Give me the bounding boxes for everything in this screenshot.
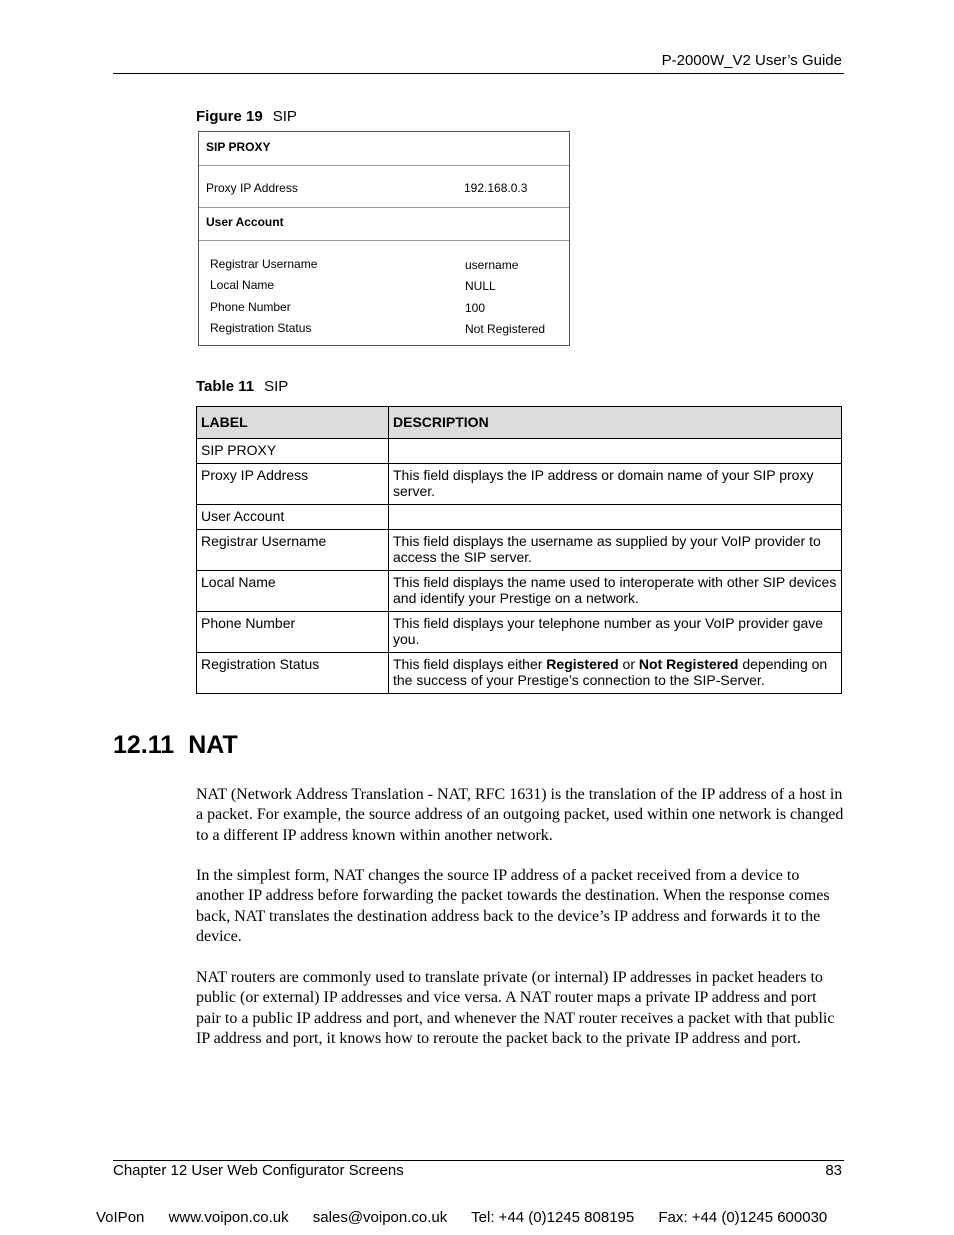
row-label: SIP PROXY [197,439,389,464]
sip-screenshot-panel [198,131,570,346]
header-title: P-2000W_V2 User’s Guide [661,52,842,69]
row-label: Phone Number [197,612,389,653]
table-header-row [197,407,842,439]
company-name: VoIPon [96,1209,145,1226]
registrar-username-value: username [465,258,519,272]
row-description [389,505,842,530]
user-account-heading: User Account [206,215,284,229]
footer-chapter: Chapter 12 User Web Configurator Screens [113,1162,404,1179]
column-header-description: DESCRIPTION [389,407,842,439]
body-paragraph: In the simplest form, NAT changes the source IP address of a packet received from a device to another IP address before forwarding the packet towards the destination. When the response comes back, NAT translates the destination address back to the device’s IP address and forwards it to the device. [196,867,830,946]
desc-text: depending on the success of your Prestige’s connection to the SIP-Server. [393,656,828,688]
telephone: Tel: +44 (0)1245 808195 [471,1209,635,1226]
header-rule [113,73,844,74]
table-caption [196,378,288,395]
footer-page-number: 83 [825,1162,842,1179]
table-row [197,439,842,464]
row-label: Local Name [197,571,389,612]
figure-caption [196,108,297,125]
row-label: Registration Status [197,653,389,694]
desc-bold-not-registered: Not Registered [638,656,739,672]
table-row [197,653,842,694]
table-row [197,530,842,571]
phone-number-value: 100 [465,301,486,315]
footer-rule [113,1160,844,1161]
local-name-label: Local Name [210,278,275,292]
table-row [197,505,842,530]
registrar-username-label: Registrar Username [210,257,318,271]
registration-status-label: Registration Status [210,321,312,335]
row-description: This field displays the username as supplied by your VoIP provider to access the SIP server. [389,530,842,571]
row-description [389,439,842,464]
registration-status-value: Not Registered [465,322,546,336]
sip-description-table [196,406,842,694]
table-row [197,612,842,653]
figure-label: Figure 19 [196,108,263,125]
phone-number-label: Phone Number [210,300,291,314]
row-description: This field displays your telephone number as your VoIP provider gave you. [389,612,842,653]
sip-proxy-heading: SIP PROXY [206,140,271,154]
email-link[interactable]: sales@voipon.co.uk [312,1209,448,1226]
fax: Fax: +44 (0)1245 600030 [658,1209,828,1226]
section-heading [113,731,238,760]
column-header-label: LABEL [197,407,389,439]
body-paragraph: NAT routers are commonly used to translate private (or internal) IP addresses in packet headers to public (or external) IP addresses and vice versa. A NAT router maps a private IP address and port pair to a public IP address and port, and whenever the NAT router receives a packet with that public IP address and port, it knows how to reroute the packet back to the private IP address and port. [196,969,835,1048]
table-row [197,464,842,505]
row-description: This field displays the name used to interoperate with other SIP devices and identify your Prestige on a network. [389,571,842,612]
row-label: Proxy IP Address [197,464,389,505]
divider [199,165,569,166]
figure-title: SIP [272,108,297,125]
row-description [389,653,842,694]
table-title: SIP [264,378,289,395]
proxy-ip-value: 192.168.0.3 [464,181,528,195]
table-row [197,571,842,612]
section-number: 12.11 [113,731,175,759]
table-label: Table 11 [196,378,255,395]
row-label: Registrar Username [197,530,389,571]
desc-text: or [618,656,639,672]
proxy-ip-label: Proxy IP Address [206,181,298,195]
body-paragraph: NAT (Network Address Translation - NAT, RFC 1631) is the translation of the IP address of a host in a packet. For example, the source address of an outgoing packet, used within one network is changed to a different IP address known within another network. [196,786,844,844]
website-link[interactable]: www.voipon.co.uk [168,1209,289,1226]
local-name-value: NULL [465,279,496,293]
divider [199,240,569,241]
desc-bold-registered: Registered [546,656,619,672]
row-description: This field displays the IP address or domain name of your SIP proxy server. [389,464,842,505]
row-label: User Account [197,505,389,530]
divider [199,207,569,208]
section-title: NAT [188,731,238,759]
desc-text: This field displays either [393,656,547,672]
contact-bar [96,1209,827,1226]
